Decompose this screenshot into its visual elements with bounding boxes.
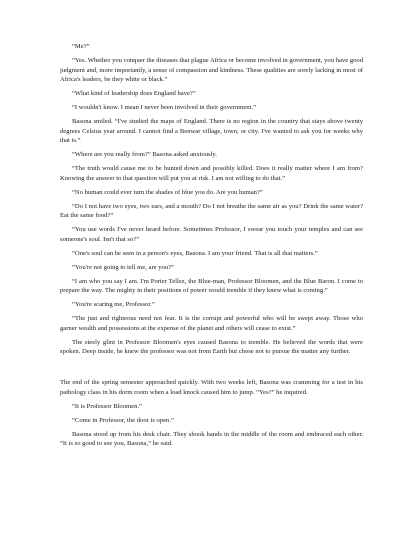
paragraph: “No human could ever turn the shades of blue you do. Are you human?” xyxy=(72,188,263,196)
paragraph: “Come in Professor, the door is open.” xyxy=(72,416,174,424)
paragraph: “What kind of leadership does England have?” xyxy=(72,90,196,97)
paragraph: The end of the spring semester approached quickly. With two weeks left, Basona was cramming for a test in his pathology class in his dorm room when a load knock caused him to jump. “Yes?” he inquired. xyxy=(60,379,363,396)
story-section-second xyxy=(60,378,363,449)
paragraph: “You're not going to tell me, are you?” xyxy=(72,263,174,271)
page-body xyxy=(60,42,363,453)
paragraph: “Do I not have two eyes, two ears, and a mouth? Do I not breathe the same air as you? Drink the same water? Eat the same food?” xyxy=(60,202,363,219)
paragraph: “I am who you say I am. I'm Porter Tellez, the Blue-man, Professor Bloomen, and the Blue Baron. I come to prepare the way. The mighty in their positions of power would tremble if they knew what is coming.” xyxy=(60,277,363,294)
story-section-first xyxy=(60,42,363,357)
paragraph: “The just and righteous need not fear. It is the corrupt and powerful who will be swept away. Those who garner wealth and possessions at the expense of the planet and others will cease to exist.” xyxy=(60,315,363,332)
paragraph: The steely glint in Professor Bloomen's eyes caused Basona to tremble. He believed the words that were spoken. Deep inside, he knew the professor was not from Earth but chose not to pursue the matter any further. xyxy=(60,338,363,355)
section-break xyxy=(60,361,363,378)
paragraph: “Where are you really from?” Basona asked anxiously. xyxy=(72,151,217,158)
paragraph: “It is Professor Bloomen.” xyxy=(72,402,142,410)
paragraph: “Me?” xyxy=(72,43,90,50)
paragraph: Basona stood up from his desk chair. They shook hands in the middle of the room and embraced each other. “It is so good to see you, Basona,” he said. xyxy=(60,430,363,447)
paragraph: Basona smiled. “I've studied the maps of England. There is no region in the country that stays above twenty degrees Celsius year around. I cannot find a Benwar village, town, or city. I've wanted to ask you for weeks why that is.” xyxy=(60,118,363,144)
paragraph: “You use words I've never heard before. Sometimes Professor, I swear you touch your temples and can see someone's soul. Isn't that so?” xyxy=(60,226,363,243)
paragraph: “I wouldn't know. I mean I never been involved in their government.” xyxy=(72,104,257,111)
paragraph: “The truth would cause me to be hunted down and possibly killed. Does it really matter where I am from? Knowing the answer to that question will put you at risk. I am not willing to do that.” xyxy=(60,165,363,182)
paragraph: “Yes. Whether you conquer the diseases that plague Africa or become involved in government, you have good judgment and, more importantly, a sense of compassion and kindness. These qualities are sorely lacking in most of Africa's leaders, be they white or black.” xyxy=(60,57,363,83)
paragraph: “You're scaring me, Professor.” xyxy=(72,301,155,308)
paragraph: “One's soul can be seen in a person's eyes, Basona. I am your friend. That is all that matters.” xyxy=(72,249,318,257)
